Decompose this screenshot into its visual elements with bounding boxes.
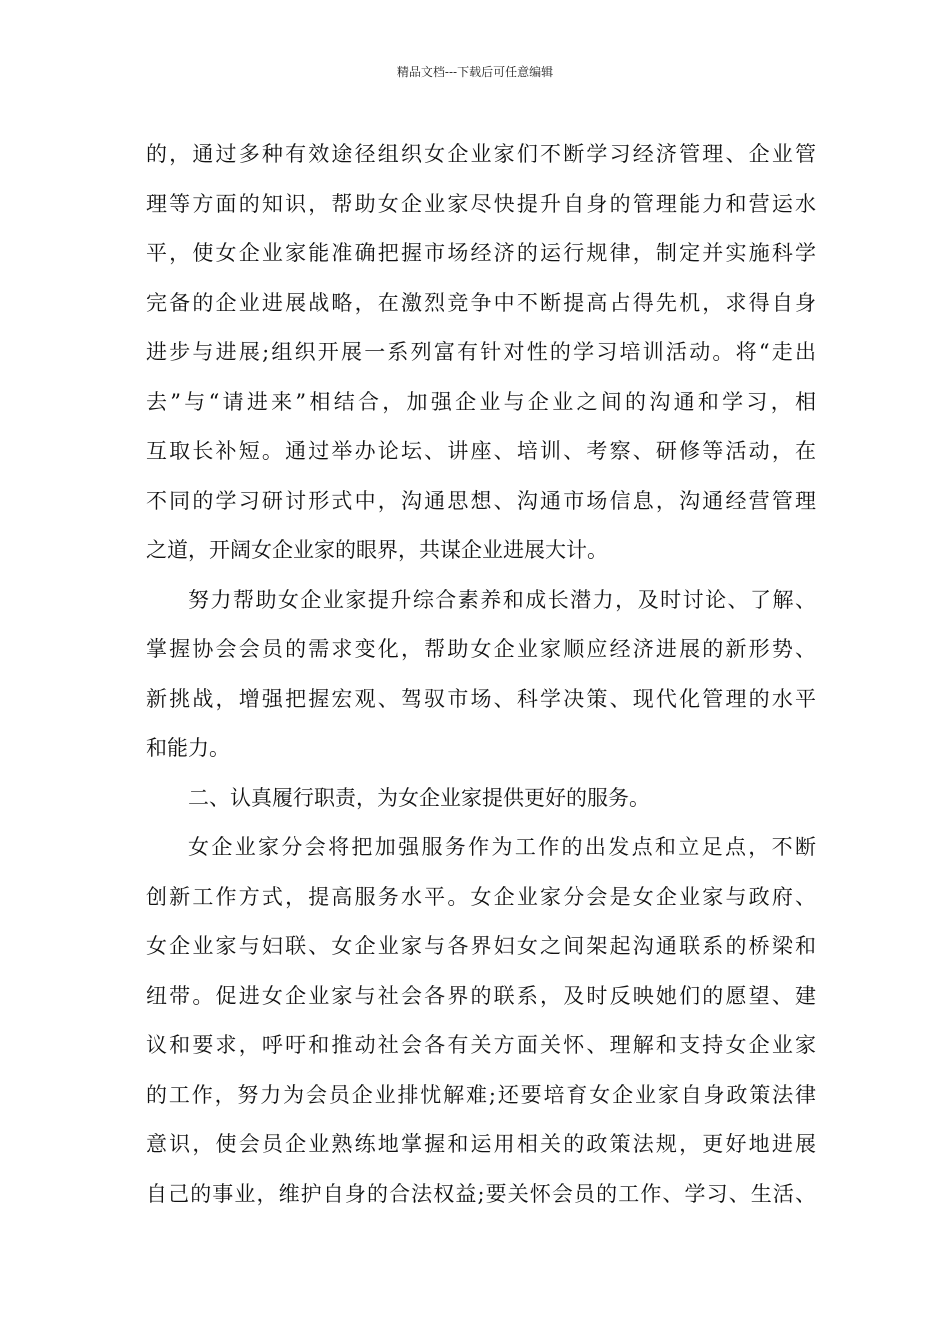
paragraph-first-line: 女企业家分会将把加强服务作为工作的出发点和立足点，不断: [188, 835, 816, 859]
document-body: [146, 130, 816, 1219]
section-heading: 二、认真履行职责，为女企业家提供更好的服务。: [188, 785, 650, 810]
text-line: 女企业家与妇联、女企业家与各界妇女之间架起沟通联系的桥梁和: [146, 934, 816, 958]
page-header: 精品文档---下载后可任意编辑: [396, 65, 554, 79]
text-line: 的，通过多种有效途径组织女企业家们不断学习经济管理、企业管: [146, 142, 816, 166]
paragraph-first-line: 努力帮助女企业家提升综合素养和成长潜力，及时讨论、了解、: [188, 587, 816, 612]
text-line: 平，使女企业家能准确把握市场经济的运行规律，制定并实施科学: [146, 241, 816, 265]
text-line: 新挑战，增强把握宏观、驾驭市场、科学决策、现代化管理的水平: [146, 686, 816, 711]
text-line: 不同的学习研讨形式中，沟通思想、沟通市场信息，沟通经营管理: [146, 488, 816, 513]
text-line: 之道，开阔女企业家的眼界，共谋企业进展大计。: [146, 538, 608, 562]
text-line: 自己的事业，维护自身的合法权益;要关怀会员的工作、学习、生活、: [146, 1181, 816, 1206]
text-line: 互取长补短。通过举办论坛、讲座、培训、考察、研修等活动，在: [146, 439, 816, 463]
text-line: 进步与进展;组织开展一系列富有针对性的学习培训活动。将“走出: [146, 340, 816, 364]
text-line: 议和要求，呼吁和推动社会各有关方面关怀、理解和支持女企业家: [146, 1033, 816, 1057]
text-line: 和能力。: [146, 736, 230, 760]
text-line: 掌握协会会员的需求变化，帮助女企业家顺应经济进展的新形势、: [146, 637, 816, 661]
text-line: 意识，使会员企业熟练地掌握和运用相关的政策法规，更好地进展: [146, 1132, 816, 1156]
text-line: 的工作，努力为会员企业排忧解难;还要培育女企业家自身政策法律: [146, 1082, 816, 1107]
text-line: 完备的企业进展战略，在激烈竞争中不断提高占得先机，求得自身: [146, 290, 816, 315]
text-line: 理等方面的知识，帮助女企业家尽快提升自身的管理能力和营运水: [146, 191, 816, 216]
text-line: 创新工作方式，提高服务水平。女企业家分会是女企业家与政府、: [146, 884, 816, 909]
text-line: 去”与“请进来”相结合，加强企业与企业之间的沟通和学习，相: [146, 389, 816, 414]
text-line: 纽带。促进女企业家与社会各界的联系，及时反映她们的愿望、建: [146, 983, 816, 1008]
